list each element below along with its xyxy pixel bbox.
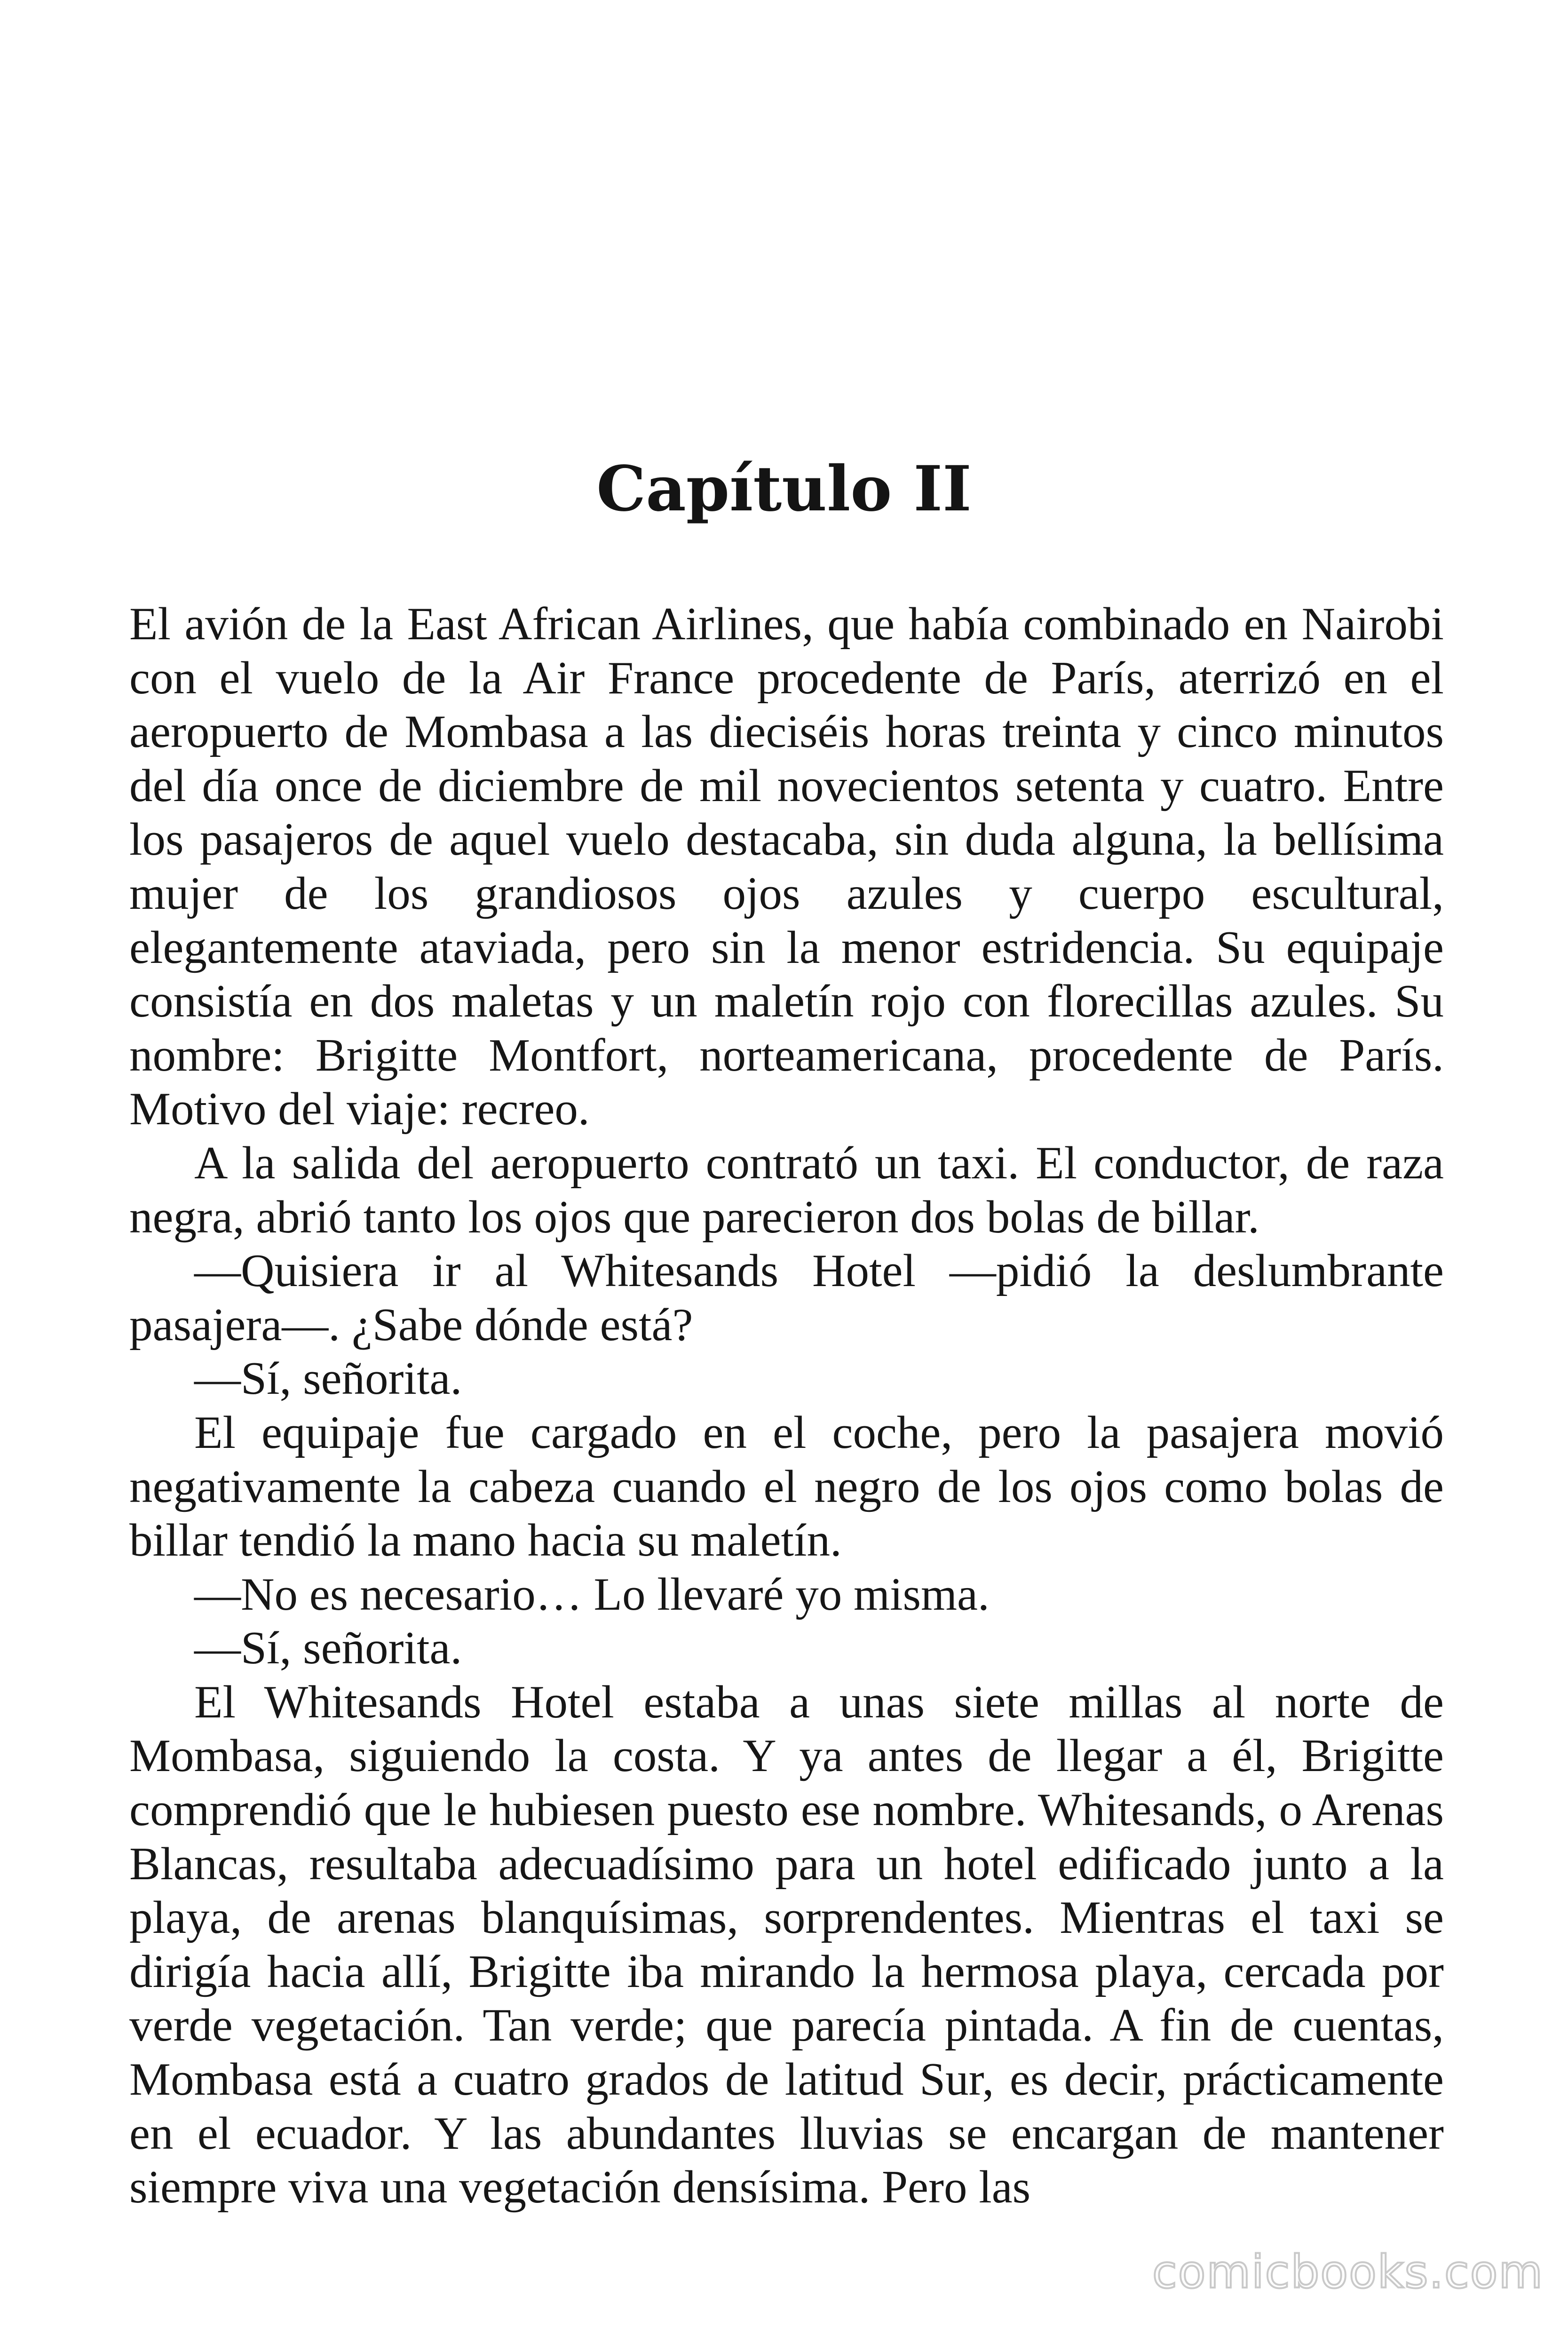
dialogue-line: —Quisiera ir al Whitesands Hotel —pidió la deslumbrante pasajera—. ¿Sabe dónde está? [129, 1245, 1444, 1351]
paragraph-arrival: El avión de la East African Airlines, que había combinado en Nairobi con el vuelo de la Air France procedente de París, aterrizó en el aeropuerto de Mombasa a las dieciséis horas treinta y cinco minutos del día once de diciembre de mil novecientos setenta y cuatro. Entre los pasajeros de aquel vuelo destacaba, sin duda alguna, la bellísima mujer de los grandiosos ojos azules y cuerpo escultural, elegantemente ataviada, pero sin la menor estridencia. Su equipaje consistía en dos maletas y un maletín rojo con florecillas azules. Su nombre: Brigitte Montfort, norteamericana, procedente de París. Motivo del viaje: recreo. [129, 598, 1444, 1135]
watermark: comicbooks.com [1152, 2246, 1544, 2298]
paragraph-hotel: El Whitesands Hotel estaba a unas siete millas al norte de Mombasa, siguiendo la costa. Y ya antes de llegar a él, Brigitte comprendió que le hubiesen puesto ese nombre. Whitesands, o Arenas Blancas, resultaba adecuadísimo para un hotel edificado junto a la playa, de arenas blanquísimas, sorprendentes. Mientras el taxi se dirigía hacia allí, Brigitte iba mirando la hermosa playa, cercada por verde vegetación. Tan verde; que parecía pintada. A fin de cuentas, Mombasa está a cuatro grados de latitud Sur, es decir, prácticamente en el ecuador. Y las abundantes lluvias se encargan de mantener siempre viva una vegetación densísima. Pero las [129, 1676, 1444, 2213]
dialogue-line: —Sí, señorita. [194, 1622, 462, 1674]
chapter-body [129, 597, 1444, 2215]
paragraph-taxi: A la salida del aeropuerto contrató un taxi. El conductor, de raza negra, abrió tanto los ojos que parecieron dos bolas de billar. [129, 1137, 1444, 1243]
chapter-title: Capítulo II [596, 453, 972, 525]
dialogue-line: —No es necesario… Lo llevaré yo misma. [194, 1568, 990, 1620]
paragraph-luggage: El equipaje fue cargado en el coche, pero la pasajera movió negativamente la cabeza cuando el negro de los ojos como bolas de billar tendió la mano hacia su maletín. [129, 1406, 1444, 1566]
dialogue-line: —Sí, señorita. [194, 1353, 462, 1405]
